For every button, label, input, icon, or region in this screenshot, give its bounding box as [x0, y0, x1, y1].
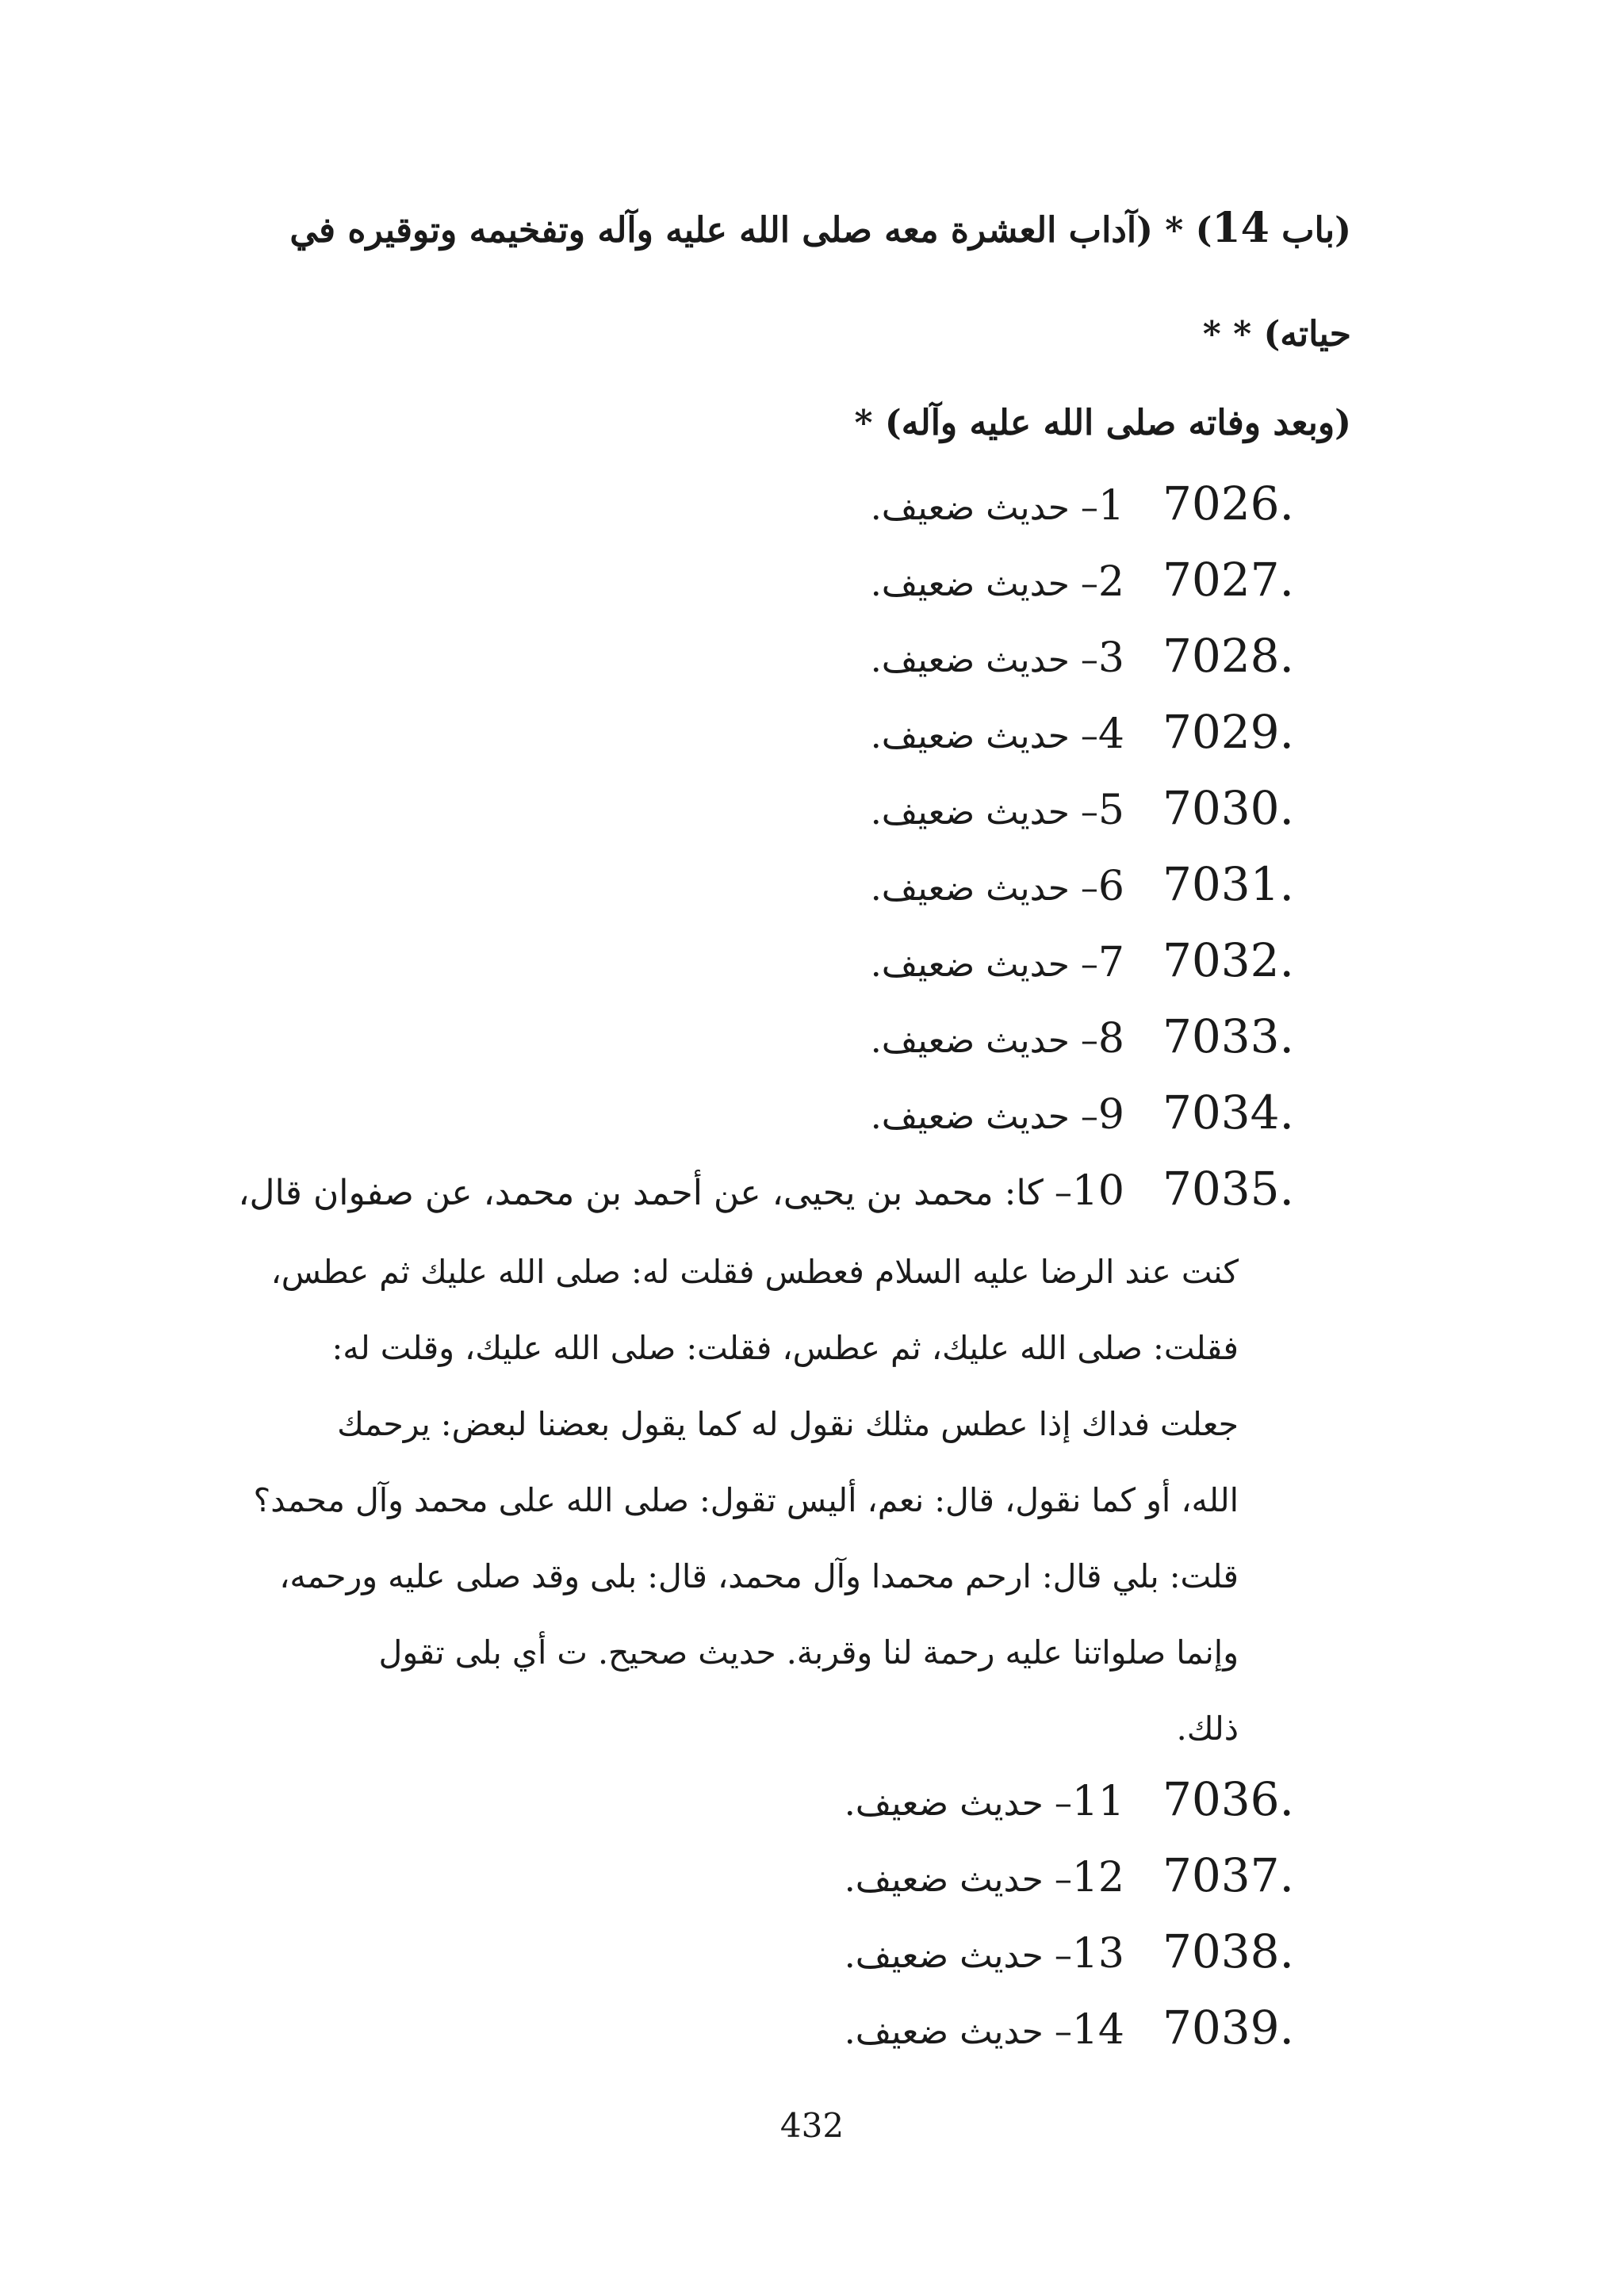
hadith-number: 7035.: [1162, 1162, 1294, 1216]
hadith-entry: [184, 477, 1294, 536]
hadith-grade: – حديث ضعيف.: [870, 868, 1098, 909]
hadith-grade: – حديث ضعيف.: [870, 1021, 1098, 1061]
hadith-number: 7038.: [1162, 1924, 1294, 1978]
hadith-text: [870, 787, 1124, 834]
hadith-number: 7030.: [1162, 781, 1294, 835]
hadith-entry: [184, 705, 1294, 764]
hadith-body-line: جعلت فداك إذا عطس مثلك نقول له كما يقول بعضنا لبعض: يرحمك: [337, 1405, 1239, 1443]
hadith-number: 7029.: [1162, 705, 1294, 759]
hadith-sub-number: 4: [1097, 710, 1124, 758]
hadith-number: 7034.: [1162, 1086, 1294, 1139]
heading-title: ) * (آداب العشرة معه صلى الله عليه وآله وتفخيمه وتوقيره في: [289, 210, 1212, 251]
hadith-sub-number: 10: [1071, 1167, 1124, 1215]
hadith-sub-number: 6: [1097, 863, 1124, 910]
hadith-number: 7028.: [1162, 629, 1294, 683]
hadith-text: [870, 863, 1124, 910]
hadith-number: 7027.: [1162, 553, 1294, 607]
page-number: 432: [779, 2106, 845, 2145]
hadith-body-line: وإنما صلواتنا عليه رحمة لنا وقربة. حديث صحيح. ت أي بلى تقول: [378, 1633, 1239, 1672]
hadith-grade: – حديث ضعيف.: [870, 640, 1098, 680]
hadith-number: 7026.: [1162, 477, 1294, 530]
hadith-body-line: الله، أو كما نقول، قال: نعم، أليس تقول: صلى الله على محمد وآل محمد؟: [253, 1481, 1239, 1519]
hadith-entry: [184, 1162, 1294, 1221]
hadith-body-line: فقلت: صلى الله عليك، ثم عطس، فقلت: صلى الله عليك، وقلت له:: [331, 1329, 1239, 1367]
hadith-entry: [184, 2001, 1294, 2060]
chapter-heading-line-1: [289, 204, 1351, 252]
hadith-text: [870, 939, 1124, 986]
hadith-text: [870, 710, 1124, 758]
hadith-text: [870, 482, 1124, 530]
hadith-entry: [184, 781, 1294, 841]
hadith-sub-number: 12: [1071, 1854, 1124, 1901]
hadith-grade: – حديث ضعيف.: [844, 1936, 1072, 1976]
hadith-text: [238, 1167, 1124, 1215]
hadith-text: [844, 1854, 1124, 1901]
hadith-grade: – حديث ضعيف.: [870, 488, 1098, 528]
hadith-sub-number: 1: [1097, 482, 1124, 530]
chapter-number: 14: [1212, 204, 1270, 252]
hadith-sub-number: 11: [1071, 1778, 1124, 1825]
hadith-entry: [184, 629, 1294, 688]
hadith-sub-number: 13: [1071, 1930, 1124, 1978]
hadith-grade: – حديث ضعيف.: [870, 716, 1098, 756]
hadith-entry: [184, 1924, 1294, 1984]
hadith-entry: [184, 933, 1294, 993]
hadith-text: [844, 2006, 1124, 2054]
hadith-sub-number: 2: [1097, 558, 1124, 606]
hadith-number: 7032.: [1162, 933, 1294, 987]
hadith-body-line: قلت: بلي قال: ارحم محمدا وآل محمد، قال: بلى وقد صلى عليه ورحمه،: [279, 1557, 1239, 1595]
hadith-sub-number: 8: [1097, 1015, 1124, 1063]
hadith-text: [870, 558, 1124, 606]
hadith-text: [870, 634, 1124, 682]
hadith-number: 7039.: [1162, 2001, 1294, 2055]
hadith-entry: [184, 1009, 1294, 1069]
hadith-text: [870, 1091, 1124, 1139]
hadith-sub-number: 9: [1097, 1091, 1124, 1139]
hadith-grade: – حديث ضعيف.: [870, 1097, 1098, 1137]
hadith-entry: [184, 1772, 1294, 1832]
hadith-entry: [184, 553, 1294, 612]
hadith-isnad: – كا: محمد بن يحيى، عن أحمد بن محمد، عن صفوان قال،: [238, 1173, 1072, 1213]
hadith-sub-number: 14: [1071, 2006, 1124, 2054]
hadith-text: [844, 1778, 1124, 1825]
hadith-sub-number: 3: [1097, 634, 1124, 682]
hadith-body-line: كنت عند الرضا عليه السلام فعطس فقلت له: صلى الله عليك ثم عطس،: [270, 1253, 1239, 1291]
hadith-body-line: ذلك.: [1176, 1710, 1239, 1748]
hadith-entry: [184, 857, 1294, 917]
hadith-number: 7036.: [1162, 1772, 1294, 1826]
hadith-text: [870, 1015, 1124, 1063]
chapter-heading-line-3: (وبعد وفاته صلى الله عليه وآله) *: [854, 403, 1351, 443]
hadith-grade: – حديث ضعيف.: [870, 564, 1098, 604]
hadith-sub-number: 7: [1097, 939, 1124, 986]
hadith-sub-number: 5: [1097, 787, 1124, 834]
chapter-heading-line-2: حياته) * *: [1202, 314, 1351, 354]
hadith-grade: – حديث ضعيف.: [870, 944, 1098, 985]
hadith-number: 7037.: [1162, 1848, 1294, 1902]
hadith-grade: – حديث ضعيف.: [844, 1783, 1072, 1824]
heading-prefix: (باب: [1281, 210, 1351, 251]
hadith-grade: – حديث ضعيف.: [844, 1859, 1072, 1900]
hadith-number: 7031.: [1162, 857, 1294, 911]
hadith-grade: – حديث ضعيف.: [870, 792, 1098, 833]
hadith-entry: [184, 1848, 1294, 1908]
hadith-grade: – حديث ضعيف.: [844, 2012, 1072, 2052]
hadith-entry: [184, 1086, 1294, 1145]
hadith-text: [844, 1930, 1124, 1978]
hadith-number: 7033.: [1162, 1009, 1294, 1063]
